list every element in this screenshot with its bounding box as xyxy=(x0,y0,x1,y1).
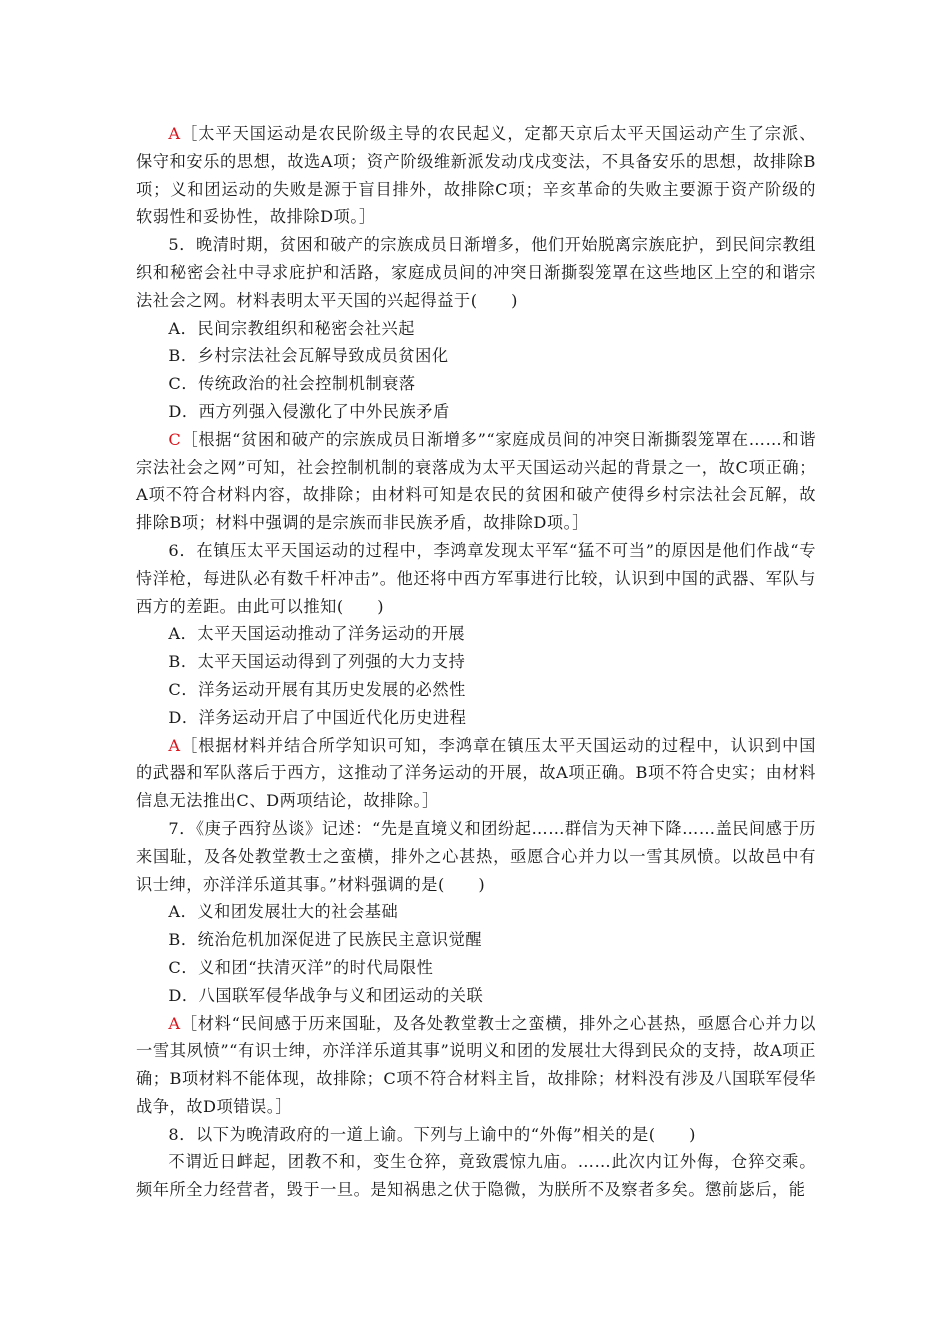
answer-letter: A xyxy=(168,735,181,755)
q6-option-d: D．洋务运动开启了中国近代化历史进程 xyxy=(168,707,467,727)
question-8: 8．以下为晚清政府的一道上谕。下列与上谕中的“外侮”相关的是( ) xyxy=(168,1124,697,1144)
q5-option-d: D．西方列强入侵激化了中外民族矛盾 xyxy=(168,401,450,421)
q7-option-d: D．八国联军侵华战争与义和团运动的关联 xyxy=(168,985,484,1005)
answer-explanation-7: A［材料“民间感于历来国耻，及各处教堂教士之蛮横，排外之心甚热，亟愿合心并力以一雪其夙愤”“有识士绅，亦洋洋乐道其事”说明义和团的发展壮大得到民众的支持，故A项正确；B项材料不能体现，故排除；C项不符合材料主旨，故排除；材料没有涉及八国联军侵华战争，故D项错误。］ xyxy=(136,1013,816,1116)
q7-option-b: B．统治危机加深促进了民族民主意识觉醒 xyxy=(168,930,483,950)
answer-explanation-5: C［根据“贫困和破产的宗族成员日渐增多”“家庭成员间的冲突日渐撕裂笼罩在……和谐宗法社会之网”可知，社会控制机制的衰落成为太平天国运动兴起的背景之一，故C项正确；A项不符合材料内容，故排除；由材料可知是农民的贫困和破产使得乡村宗法社会瓦解，故排除B项；材料中强调的是宗族而非民族矛盾，故排除D项。］ xyxy=(136,429,816,533)
q7-option-c: C．义和团“扶清灭洋”的时代局限性 xyxy=(168,957,434,977)
question-6: 6．在镇压太平天国运动的过程中，李鸿章发现太平军“猛不可当”的原因是他们作战“专恃洋枪，每进队必有数千杆冲击”。他还将中西方军事进行比较，认识到中国的武器、军队与西方的差距。由此可以推知( ) xyxy=(136,540,816,616)
q7-option-a: A．义和团发展壮大的社会基础 xyxy=(168,902,399,922)
answer-explanation-6: A［根据材料并结合所学知识可知，李鸿章在镇压太平天国运动的过程中，认识到中国的武器和军队落后于西方，这推动了洋务运动的开展，故A项正确。B项不符合史实；由材料信息无法推出C、D两项结论，故排除。］ xyxy=(136,735,816,811)
answer-explanation-4: A［太平天国运动是农民阶级主导的农民起义，定都天京后太平天国运动产生了宗派、保守和安乐的思想，故选A项；资产阶级维新派发动戊戌变法，不具备安乐的思想，故排除B项；义和团运动的失败是源于盲目排外，故排除C项；辛亥革命的失败主要源于资产阶级的软弱性和妥协性，故排除D项。］ xyxy=(136,124,816,227)
q6-option-b: B．太平天国运动得到了列强的大力支持 xyxy=(168,652,466,672)
q6-option-a: A．太平天国运动推动了洋务运动的开展 xyxy=(168,624,466,644)
q5-option-b: B．乡村宗法社会瓦解导致成员贫困化 xyxy=(168,346,449,366)
answer-letter: C xyxy=(168,429,182,449)
q5-option-a: A．民间宗教组织和秘密会社兴起 xyxy=(168,318,415,338)
document-page xyxy=(136,120,816,1204)
question-7: 7．《庚子西狩丛谈》记述：“先是直境义和团纷起……群信为天神下降……盖民间感于历来国耻，及各处教堂教士之蛮横，排外之心甚热，亟愿合心并力以一雪其夙愤。以故邑中有识士绅，亦洋洋乐道其事。”材料强调的是( ) xyxy=(136,818,816,894)
q5-option-c: C．传统政治的社会控制机制衰落 xyxy=(168,374,416,394)
question-8-source-text: 不谓近日衅起，团教不和，变生仓猝，竟致震惊九庙。……此次内讧外侮，仓猝交乘。频年所全力经营者，毁于一旦。是知祸患之伏于隐微，为朕所不及察者多矣。懲前毖后，能 xyxy=(136,1152,816,1200)
question-5: 5．晚清时期，贫困和破产的宗族成员日渐增多，他们开始脱离宗族庇护，到民间宗教组织和秘密会社中寻求庇护和活路，家庭成员间的冲突日渐撕裂笼罩在这些地区上空的和谐宗法社会之网。材料表明太平天国的兴起得益于( ) xyxy=(136,235,816,310)
answer-letter: A xyxy=(168,1013,181,1033)
q6-option-c: C．洋务运动开展有其历史发展的必然性 xyxy=(168,679,466,699)
answer-letter: A xyxy=(168,124,181,143)
